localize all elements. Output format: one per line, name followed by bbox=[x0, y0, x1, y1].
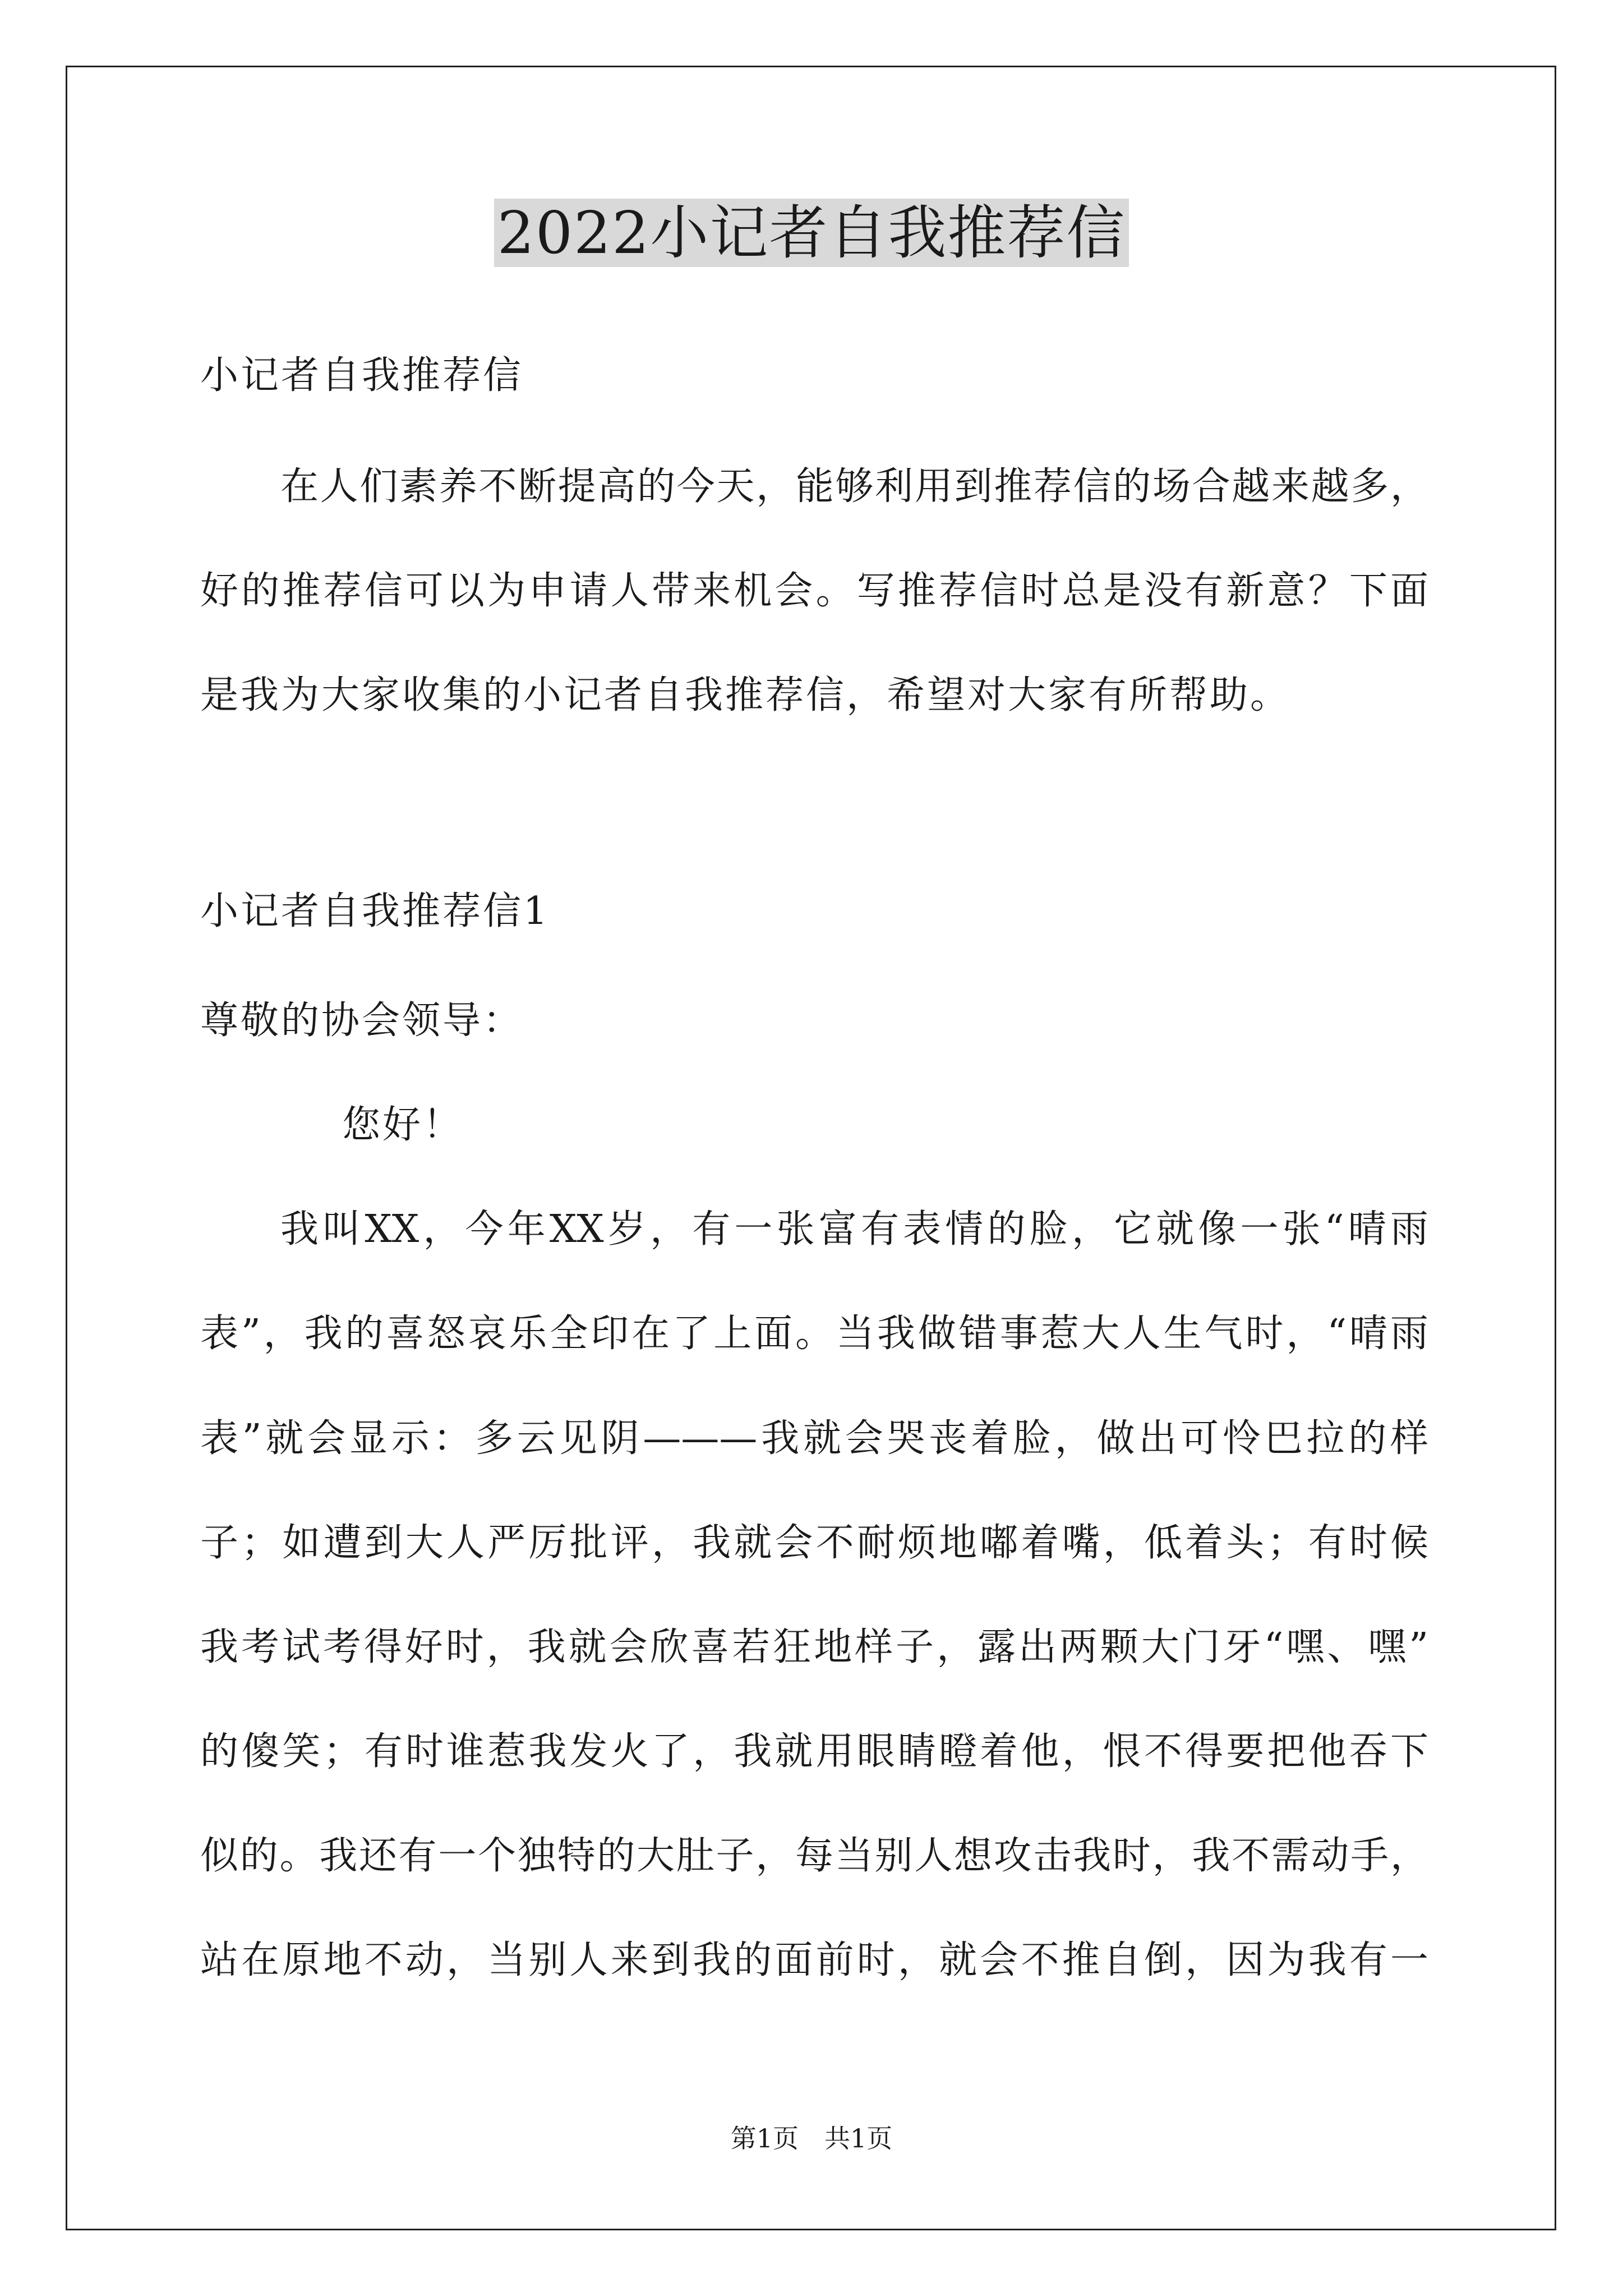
body-line-5: 我考试考得好时，我就会欣喜若狂地样子，露出两颗大门牙“嘿、嘿” bbox=[200, 1625, 1428, 1669]
body-line-6: 的傻笑；有时谁惹我发火了，我就用眼睛瞪着他，恨不得要把他吞下 bbox=[200, 1729, 1428, 1774]
intro-line-1: 在人们素养不断提高的今天，能够利用到推荐信的场合越来越多， bbox=[280, 464, 1428, 509]
document-title bbox=[0, 191, 1623, 275]
document-title-text: 2022小记者自我推荐信 bbox=[494, 199, 1129, 267]
greeting: 您好！ bbox=[342, 1103, 464, 1147]
subtitle: 小记者自我推荐信 bbox=[200, 353, 524, 398]
section-heading: 小记者自我推荐信1 bbox=[200, 889, 550, 933]
body-line-4: 子；如遭到大人严厉批评，我就会不耐烦地嘟着嘴，低着头；有时候 bbox=[200, 1521, 1428, 1565]
body-line-2: 表”，我的喜怒哀乐全印在了上面。当我做错事惹大人生气时，“晴雨 bbox=[200, 1312, 1428, 1356]
intro-line-3: 是我为大家收集的小记者自我推荐信，希望对大家有所帮助。 bbox=[200, 673, 1291, 717]
salutation: 尊敬的协会领导： bbox=[200, 999, 524, 1043]
body-line-7: 似的。我还有一个独特的大肚子，每当别人想攻击我时，我不需动手， bbox=[200, 1834, 1428, 1878]
intro-line-2: 好的推荐信可以为申请人带来机会。写推荐信时总是没有新意？下面 bbox=[200, 569, 1428, 613]
body-line-8: 站在原地不动，当别人来到我的面前时，就会不推自倒，因为我有一 bbox=[200, 1938, 1428, 1982]
page-footer: 第1页 共1页 bbox=[730, 2123, 893, 2154]
body-line-1: 我叫XX，今年XX岁，有一张富有表情的脸，它就像一张“晴雨 bbox=[280, 1207, 1428, 1251]
body-line-3: 表”就会显示：多云见阴———我就会哭丧着脸，做出可怜巴拉的样 bbox=[200, 1416, 1428, 1461]
